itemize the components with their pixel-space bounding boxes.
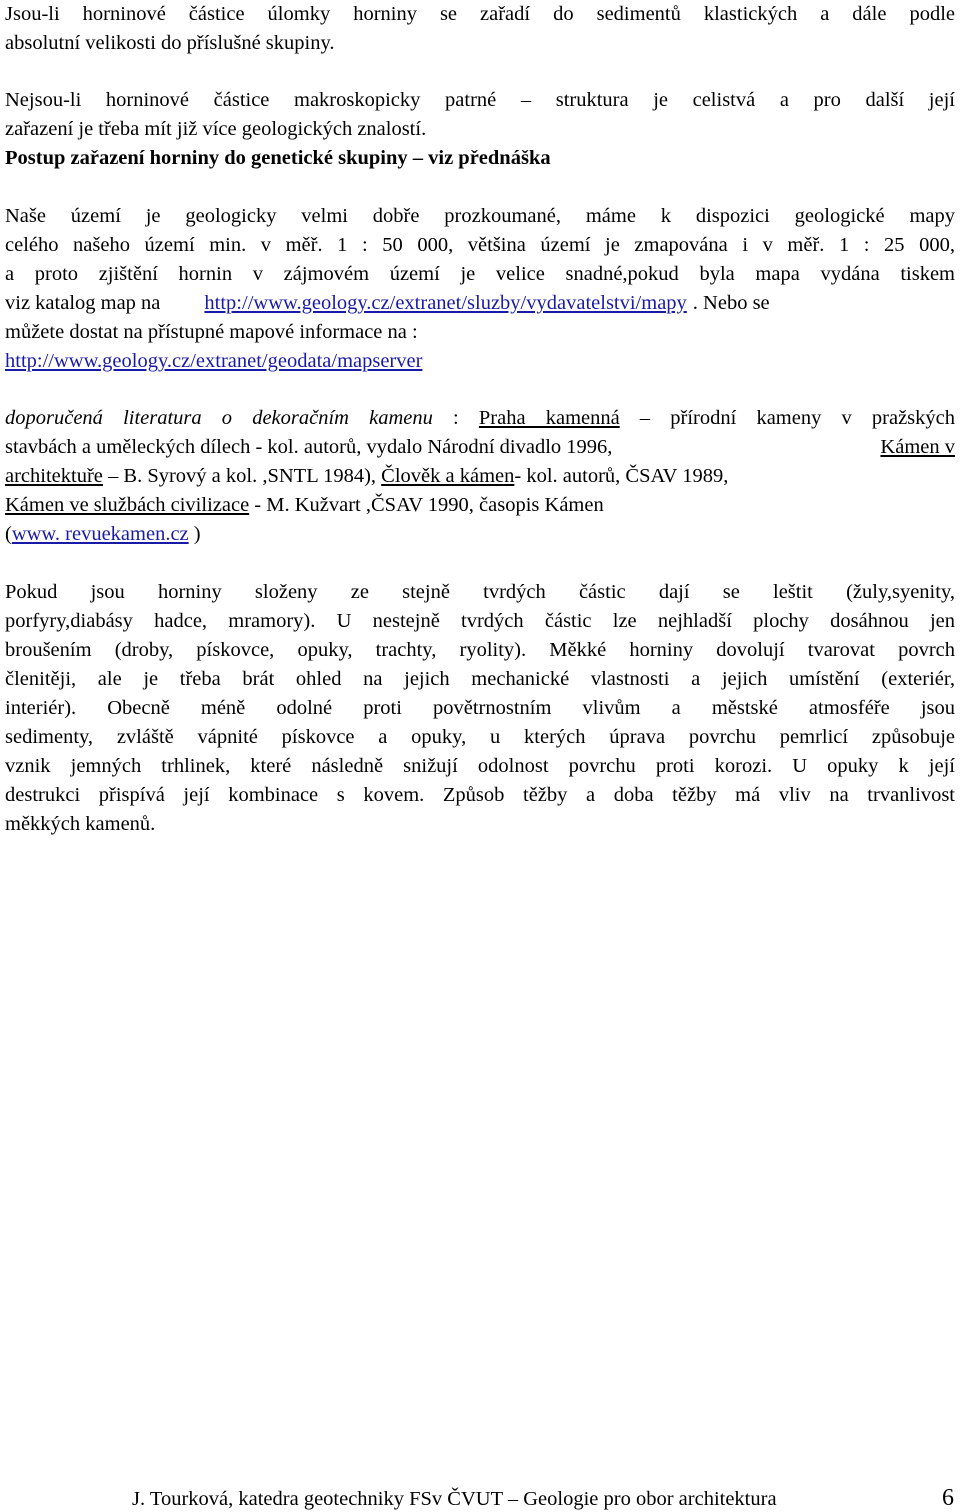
- section-heading: Postup zařazení horniny do genetické skupiny – viz přednáška: [5, 147, 551, 169]
- page-number: 6: [942, 1485, 954, 1511]
- paragraph-4-line-4: [5, 491, 955, 520]
- literature-lead: doporučená literatura o dekoračním kamenu: [5, 407, 433, 429]
- paren-close: ): [188, 523, 201, 545]
- literature-line-1-rest: – přírodní kameny v pražských: [619, 407, 955, 429]
- book-kamen-v-architekture-part-2: architektuře: [5, 465, 103, 487]
- paragraph-5-line-5: interiér). Obecně méně odolné proti povětrnostním vlivům a městské atmosféře jsou: [5, 697, 955, 719]
- revuekamen-link[interactable]: www. revuekamen.cz: [11, 523, 189, 545]
- literature-line-2-text: stavbách a uměleckých dílech - kol. autorů, vydalo Národní divadlo 1996,: [5, 436, 613, 458]
- paragraph-4-line-5: [5, 520, 955, 549]
- paragraph-5-line-8: destrukci přispívá její kombinace s kovem. Způsob těžby a doba těžby má vliv na trvanlivost: [5, 784, 955, 806]
- paragraph-3-line-4: [5, 289, 955, 318]
- mapserver-link[interactable]: http://www.geology.cz/extranet/geodata/mapserver: [5, 350, 423, 372]
- paragraph-4-line-1: [5, 404, 955, 433]
- catalog-intro-text: viz katalog map na: [5, 292, 161, 314]
- page-footer: J. Tourková, katedra geotechniky FSv ČVUT – Geologie pro obor architektura: [132, 1488, 777, 1510]
- book-praha-kamenna: Praha kamenná: [478, 407, 620, 429]
- book-kamen-ve-sluzbach-civilizace: Kámen ve službách civilizace: [5, 494, 250, 516]
- paragraph-3-line-1: Naše území je geologicky velmi dobře prozkoumané, máme k dispozici geologické mapy: [5, 205, 955, 227]
- paragraph-3-line-3: a proto zjištění hornin v zájmovém území je velice snadné,pokud byla mapa vydána tiskem: [5, 263, 955, 285]
- paren-open: (: [5, 523, 12, 545]
- paragraph-1-line-2: absolutní velikosti do příslušné skupiny.: [5, 32, 335, 54]
- paragraph-3-line-6: [5, 347, 955, 376]
- paragraph-2-line-2: zařazení je třeba mít již více geologických znalostí.: [5, 118, 427, 140]
- book-clovek-a-kamen: Člověk a kámen: [381, 465, 515, 487]
- paragraph-5-line-9: měkkých kamenů.: [5, 813, 156, 835]
- paragraph-5-line-7: vznik jemných trhlinek, které následně snižují odolnost povrchu proti korozi. U opuky k její: [5, 755, 955, 777]
- paragraph-4-line-2: [5, 433, 955, 462]
- paragraph-2-line-1: Nejsou-li horninové částice makroskopicky patrné – struktura je celistvá a pro další její: [5, 89, 955, 111]
- paragraph-4-line-3: [5, 462, 955, 491]
- literature-line-3-a: – B. Syrový a kol. ,SNTL 1984),: [102, 465, 377, 487]
- catalog-outro-text: . Nebo se: [692, 292, 770, 314]
- paragraph-5-line-2: porfyry,diabásy hadce, mramory). U nestejně tvrdých částic lze nejhladší plochy dosáhnou jen: [5, 610, 955, 632]
- paragraph-5-line-3: broušením (droby, pískovce, opuky, trachty, ryolity). Měkké horniny dovolují tvarovat povrch: [5, 639, 955, 661]
- paragraph-5-line-1: Pokud jsou horniny složeny ze stejně tvrdých částic dají se leštit (žuly,syenity,: [5, 581, 955, 603]
- paragraph-5-line-4: členitěji, ale je třeba brát ohled na jejich mechanické vlastnosti a jejich umístění (exteriér,: [5, 668, 955, 690]
- paragraph-3-line-5: můžete dostat na přístupné mapové informace na :: [5, 321, 418, 343]
- book-kamen-v-architekture-part-1: Kámen v: [880, 436, 955, 458]
- paragraph-5-line-6: sedimenty, zvláště vápnité pískovce a opuky, u kterých úprava povrchu pemrlicí způsobuje: [5, 726, 955, 748]
- paragraph-3-line-2: celého našeho území min. v měř. 1 : 50 000, většina území je zmapována i v měř. 1 : 25 000,: [5, 234, 955, 256]
- literature-line-4-rest: - M. Kužvart ,ČSAV 1990, časopis Kámen: [249, 494, 604, 516]
- literature-colon: :: [432, 407, 479, 429]
- paragraph-1-line-1: Jsou-li horninové částice úlomky horniny se zařadí do sedimentů klastických a dále podle: [5, 3, 955, 25]
- map-catalog-link[interactable]: http://www.geology.cz/extranet/sluzby/vydavatelstvi/mapy: [204, 292, 687, 314]
- literature-line-3-b: - kol. autorů, ČSAV 1989,: [514, 465, 729, 487]
